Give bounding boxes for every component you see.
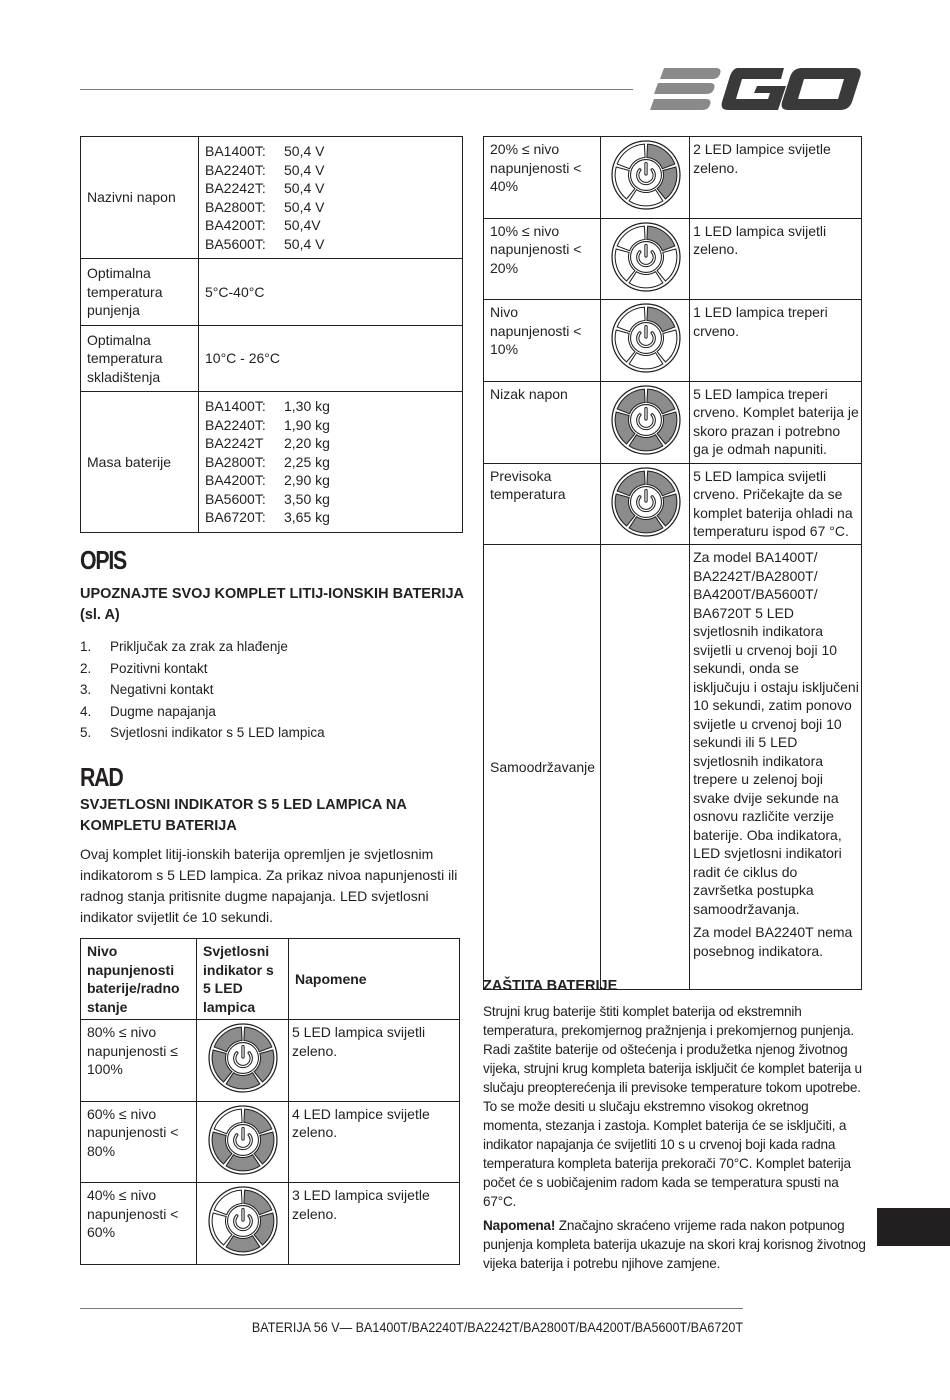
spec-model-row	[205, 161, 457, 180]
level-cell: 20% ≤ nivo napunjenosti < 40%	[484, 137, 601, 219]
led-indicator-icon	[611, 303, 681, 373]
list-item	[80, 658, 465, 680]
list-item	[80, 636, 465, 658]
note-cell	[690, 137, 862, 219]
spec-label: Optimalna temperatura punjenja	[81, 259, 199, 326]
led-indicator-table	[80, 938, 460, 1265]
led-indicator-icon	[208, 1186, 278, 1256]
item-number: 2.	[80, 660, 92, 676]
spec-label: Masa baterije	[81, 392, 199, 533]
zastita-section	[483, 976, 868, 1273]
item-text: Pozitivni kontakt	[110, 660, 208, 676]
spec-table	[80, 136, 463, 533]
model-value: 1,90 kg	[284, 416, 330, 433]
indicator-cell	[601, 545, 690, 990]
spec-model-row	[205, 434, 457, 453]
table-row	[81, 259, 463, 326]
model-name: BA5600T:	[205, 235, 266, 252]
note-cell	[690, 545, 862, 990]
spec-model-row	[205, 490, 457, 509]
led-indicator-icon	[208, 1023, 278, 1093]
level-cell: Previsoka temperatura	[484, 463, 601, 545]
language-tab-marker	[877, 1208, 950, 1246]
note-cell	[690, 300, 862, 382]
note-cell	[690, 463, 862, 545]
note-text: 5 LED lampica svijetli crveno. Pričekajte da se komplet baterija ohladi na temperaturu ispod 67 °C.	[693, 467, 853, 539]
table-row	[484, 300, 862, 382]
note-cell	[690, 381, 862, 463]
note-cell	[289, 1183, 460, 1265]
table-row	[484, 381, 862, 463]
table-row	[81, 137, 463, 259]
model-name: BA1400T:	[205, 143, 266, 159]
footer-rule	[80, 1308, 743, 1309]
indicator-cell	[601, 381, 690, 463]
indicator-cell	[601, 137, 690, 219]
spec-value: 10°C - 26°C	[199, 326, 463, 392]
table-row	[484, 463, 862, 545]
spec-values	[199, 137, 463, 259]
model-name: BA6720T:	[205, 509, 266, 526]
section-title-rad: RAD	[80, 762, 123, 792]
note-text: 3 LED lampica svijetle zeleno.	[292, 1187, 430, 1222]
list-item	[80, 722, 465, 744]
level-cell: 40% ≤ nivo napunjenosti < 60%	[81, 1183, 197, 1265]
rad-body: Ovaj komplet litij-ionskih baterija opremljen je svjetlosnim indikatorom s 5 LED lampica. Za prikaz nivoa napunjenosti ili radnog stanja pritisnite dugme napajanja. LED svjetlosni indikator svijetlit će 10 sekundi.	[80, 846, 458, 925]
header-indicator: Svjetlosni indikator s 5 LED lampica	[197, 939, 289, 1020]
spec-value: 5°C-40°C	[199, 259, 463, 326]
spec-model-row	[205, 453, 457, 472]
model-name: BA2800T:	[205, 198, 266, 215]
led-indicator-icon	[611, 140, 681, 210]
model-name: BA2242T	[205, 435, 264, 452]
model-value: 50,4 V	[284, 143, 325, 159]
table-row	[484, 218, 862, 300]
item-number: 5.	[80, 725, 92, 740]
model-value: 3,50 kg	[284, 490, 330, 507]
note-cell	[289, 1020, 460, 1102]
table-row	[81, 1101, 460, 1183]
spec-model-row	[205, 198, 457, 217]
note-text: 5 LED lampica treperi crveno. Komplet baterija je skoro prazan i potrebno ga je odmah napuniti.	[693, 385, 859, 457]
level-cell: 10% ≤ nivo napunjenosti < 20%	[484, 218, 601, 300]
level-cell: Samoodržavanje	[484, 545, 601, 990]
zastita-body: Strujni krug baterije štiti komplet baterija od ekstremnih temperatura, prekomjernog pražnjenja i prekomjernog punjenja. Radi zaštite baterije od oštećenja i produžetka njenog životnog vijeka, strujni krug kompleta baterija isključit će komplet baterija u slučaju preopterećenja ili previsoke temperature tokom upotrebe. To se može desiti u slučaju ekstremno visokog okretnog momenta, stezanja i zastoja. Komplet baterija će se isključiti, a indikator napajanja će svijetliti 10 s u crvenoj boji kada radna temperatura kompleta baterija prekorači 70°C. Komplet baterija počet će s uobičajenim radom kada se temperatura spusti na 67°C.	[483, 1004, 862, 1209]
model-value: 50,4V	[284, 217, 321, 233]
section-title-opis: OPIS	[80, 545, 127, 575]
note-cell	[289, 1101, 460, 1183]
table-row	[484, 545, 862, 990]
model-name: BA2240T:	[205, 416, 266, 433]
note-text-secondary: Za model BA2240T nema posebnog indikatora.	[693, 924, 853, 959]
model-name: BA4200T:	[205, 472, 266, 489]
led-indicator-icon	[611, 385, 681, 455]
note-text: 4 LED lampice svijetle zeleno.	[292, 1105, 430, 1140]
indicator-cell	[601, 218, 690, 300]
spec-model-row	[205, 216, 457, 235]
opis-subtitle: UPOZNAJTE SVOJ KOMPLET LITIJ-IONSKIH BATERIJA (sl. A)	[80, 586, 464, 623]
level-cell: 80% ≤ nivo napunjenosti ≤ 100%	[81, 1020, 197, 1102]
led-indicator-icon	[611, 222, 681, 292]
model-name: BA1400T:	[205, 398, 266, 415]
header-notes: Napomene	[289, 939, 460, 1020]
spec-values	[199, 392, 463, 533]
spec-model-row	[205, 235, 457, 254]
ego-logo	[650, 64, 862, 114]
spec-model-row	[205, 416, 457, 435]
list-item	[80, 701, 465, 723]
table-row	[81, 326, 463, 392]
note-text: 2 LED lampice svijetle zeleno.	[693, 141, 831, 176]
model-value: 50,4 V	[284, 235, 325, 252]
table-row	[81, 392, 463, 533]
note-text: 5 LED lampica svijetli zeleno.	[292, 1024, 426, 1059]
opis-section	[80, 545, 465, 744]
note-text: 1 LED lampica svijetli zeleno.	[693, 222, 827, 257]
model-value: 50,4 V	[284, 161, 325, 178]
item-text: Negativni kontakt	[110, 682, 214, 697]
rad-subtitle: SVJETLOSNI INDIKATOR S 5 LED LAMPICA NA KOMPLETU BATERIJA	[80, 797, 407, 834]
model-value: 2,20 kg	[284, 435, 330, 452]
model-value: 50,4 V	[284, 198, 325, 215]
table-row	[81, 1183, 460, 1265]
item-text: Priključak za zrak za hlađenje	[110, 639, 288, 654]
page-footer: BATERIJA 56 V— BA1400T/BA2240T/BA2242T/BA2800T/BA4200T/BA5600T/BA6720T	[251, 1320, 743, 1335]
item-text: Svjetlosni indikator s 5 LED lampica	[110, 725, 325, 740]
model-value: 2,25 kg	[284, 453, 330, 470]
model-value: 50,4 V	[284, 180, 325, 196]
spec-model-row	[205, 508, 457, 527]
table-row	[81, 1020, 460, 1102]
header-rule	[80, 89, 633, 90]
spec-model-row	[205, 471, 457, 490]
zastita-title: ZAŠTITA BATERIJE	[483, 978, 618, 994]
note-text: 1 LED lampica treperi crveno.	[693, 304, 828, 339]
level-cell: 60% ≤ nivo napunjenosti < 80%	[81, 1101, 197, 1183]
led-indicator-icon	[611, 467, 681, 537]
spec-model-row	[205, 397, 457, 416]
model-name: BA2242T:	[205, 180, 266, 196]
level-cell: Nizak napon	[484, 381, 601, 463]
indicator-cell	[197, 1101, 289, 1183]
indicator-cell	[601, 463, 690, 545]
spec-model-row	[205, 142, 457, 161]
list-item	[80, 679, 465, 701]
indicator-cell	[197, 1183, 289, 1265]
model-name: BA2240T:	[205, 161, 266, 178]
zastita-note	[483, 1216, 868, 1273]
led-indicator-icon	[208, 1105, 278, 1175]
header-level: Nivo napunjenosti baterije/radno stanje	[81, 939, 197, 1020]
item-number: 1.	[80, 639, 92, 654]
model-value: 2,90 kg	[284, 472, 330, 489]
indicator-cell	[601, 300, 690, 382]
note-text: Značajno skraćeno vrijeme rada nakon potpunog punjenja kompleta baterija ukazuje na skori kraj korisnog životnog vijeka baterija i potrebu njihove zamjene.	[483, 1218, 866, 1271]
item-text: Dugme napajanja	[110, 703, 216, 719]
led-indicator-table-continued	[483, 136, 862, 990]
item-number: 4.	[80, 703, 92, 719]
spec-label: Optimalna temperatura skladištenja	[81, 326, 199, 392]
note-label: Napomena!	[483, 1218, 556, 1233]
indicator-cell	[197, 1020, 289, 1102]
table-header-row	[81, 939, 460, 1020]
item-number: 3.	[80, 682, 92, 697]
rad-section	[80, 762, 465, 928]
model-name: BA5600T:	[205, 490, 266, 507]
level-cell: Nivo napunjenosti < 10%	[484, 300, 601, 382]
spec-label: Nazivni napon	[81, 137, 199, 259]
model-value: 1,30 kg	[284, 398, 330, 415]
model-name: BA2800T:	[205, 453, 266, 470]
note-text: Za model BA1400T/ BA2242T/BA2800T/ BA4200T/BA5600T/ BA6720T 5 LED svjetlosnih indikatora svijetli u crvenoj boji 10 sekundi, onda se isključuju i ostaju isključeni 10 sekundi, zatim ponovo svijetle u crvenoj boji 10 sekundi ili 5 LED svjetlosnih indikatora trepere u zelenoj boji svake dvije sekunde na osnovu različite verzije baterije. Oba indikatora, LED svjetlosni indikatori radit će ciklus do završetka postupka samoodržavanja.	[693, 549, 859, 917]
spec-model-row	[205, 179, 457, 198]
note-cell	[690, 218, 862, 300]
table-row	[484, 137, 862, 219]
parts-list	[80, 636, 465, 744]
model-value: 3,65 kg	[284, 509, 330, 526]
model-name: BA4200T:	[205, 217, 266, 233]
